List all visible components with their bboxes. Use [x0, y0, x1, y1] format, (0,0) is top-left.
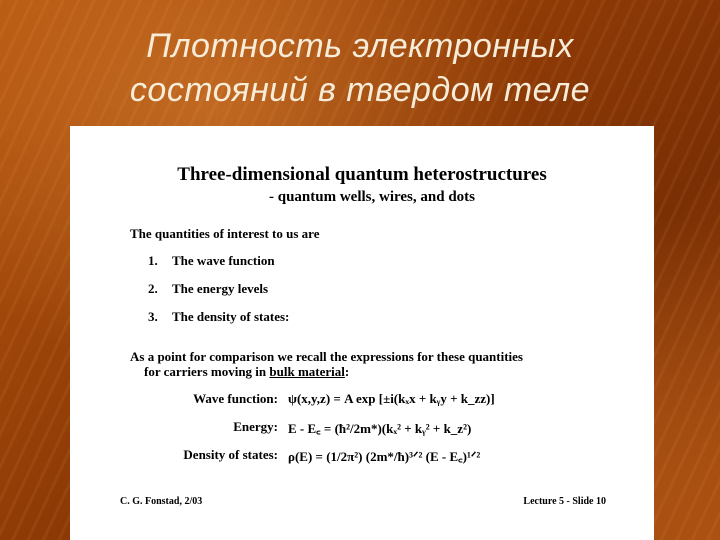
list-item-number: 2. [148, 281, 158, 296]
embedded-lecture-slide [70, 126, 654, 540]
list-item [148, 309, 289, 325]
footer-author: C. G. Fonstad, 2/03 [120, 496, 203, 507]
comparison-prefix: for carriers moving in [144, 364, 270, 379]
slide-title-line-2: состояний в твердом теле [129, 71, 591, 109]
list-item-text: The density of states: [172, 309, 290, 324]
equation-energy: E - E꜀ = (ħ²/2m*)(kₓ² + kᵧ² + k_z²) [288, 421, 472, 436]
list-item [148, 281, 268, 297]
lecture-subheading: - quantum wells, wires, and dots [268, 189, 475, 205]
comparison-text-line-2 [144, 364, 349, 380]
equation-label-energy: Energy: [233, 419, 278, 434]
list-item-number: 3. [148, 309, 158, 324]
list-item [148, 253, 275, 269]
slide-title [0, 24, 720, 112]
list-item-number: 1. [148, 253, 158, 268]
equation-wave-function: ψ(x,y,z) = A exp [±i(kₓx + kᵧy + k_zz)] [288, 391, 495, 406]
equation-label-wave-function: Wave function: [193, 391, 278, 406]
bulk-material-underlined: bulk material [269, 364, 345, 379]
list-item-text: The wave function [172, 253, 275, 268]
comparison-text-line-1: As a point for comparison we recall the expressions for these quantities [130, 349, 523, 364]
footer-slide-number: Lecture 5 - Slide 10 [523, 496, 606, 507]
comparison-suffix: : [344, 364, 350, 379]
equation-density-of-states: ρ(E) = (1/2π²) (2m*/ħ)³ᐟ² (E - E꜀)¹ᐟ² [288, 449, 481, 464]
lecture-heading: Three-dimensional quantum heterostructures [177, 164, 547, 185]
list-item-text: The energy levels [172, 281, 269, 296]
equation-label-density-of-states: Density of states: [183, 447, 278, 462]
slide-title-line-1: Плотность электронных [146, 27, 574, 65]
intro-text: The quantities of interest to us are [130, 226, 320, 241]
